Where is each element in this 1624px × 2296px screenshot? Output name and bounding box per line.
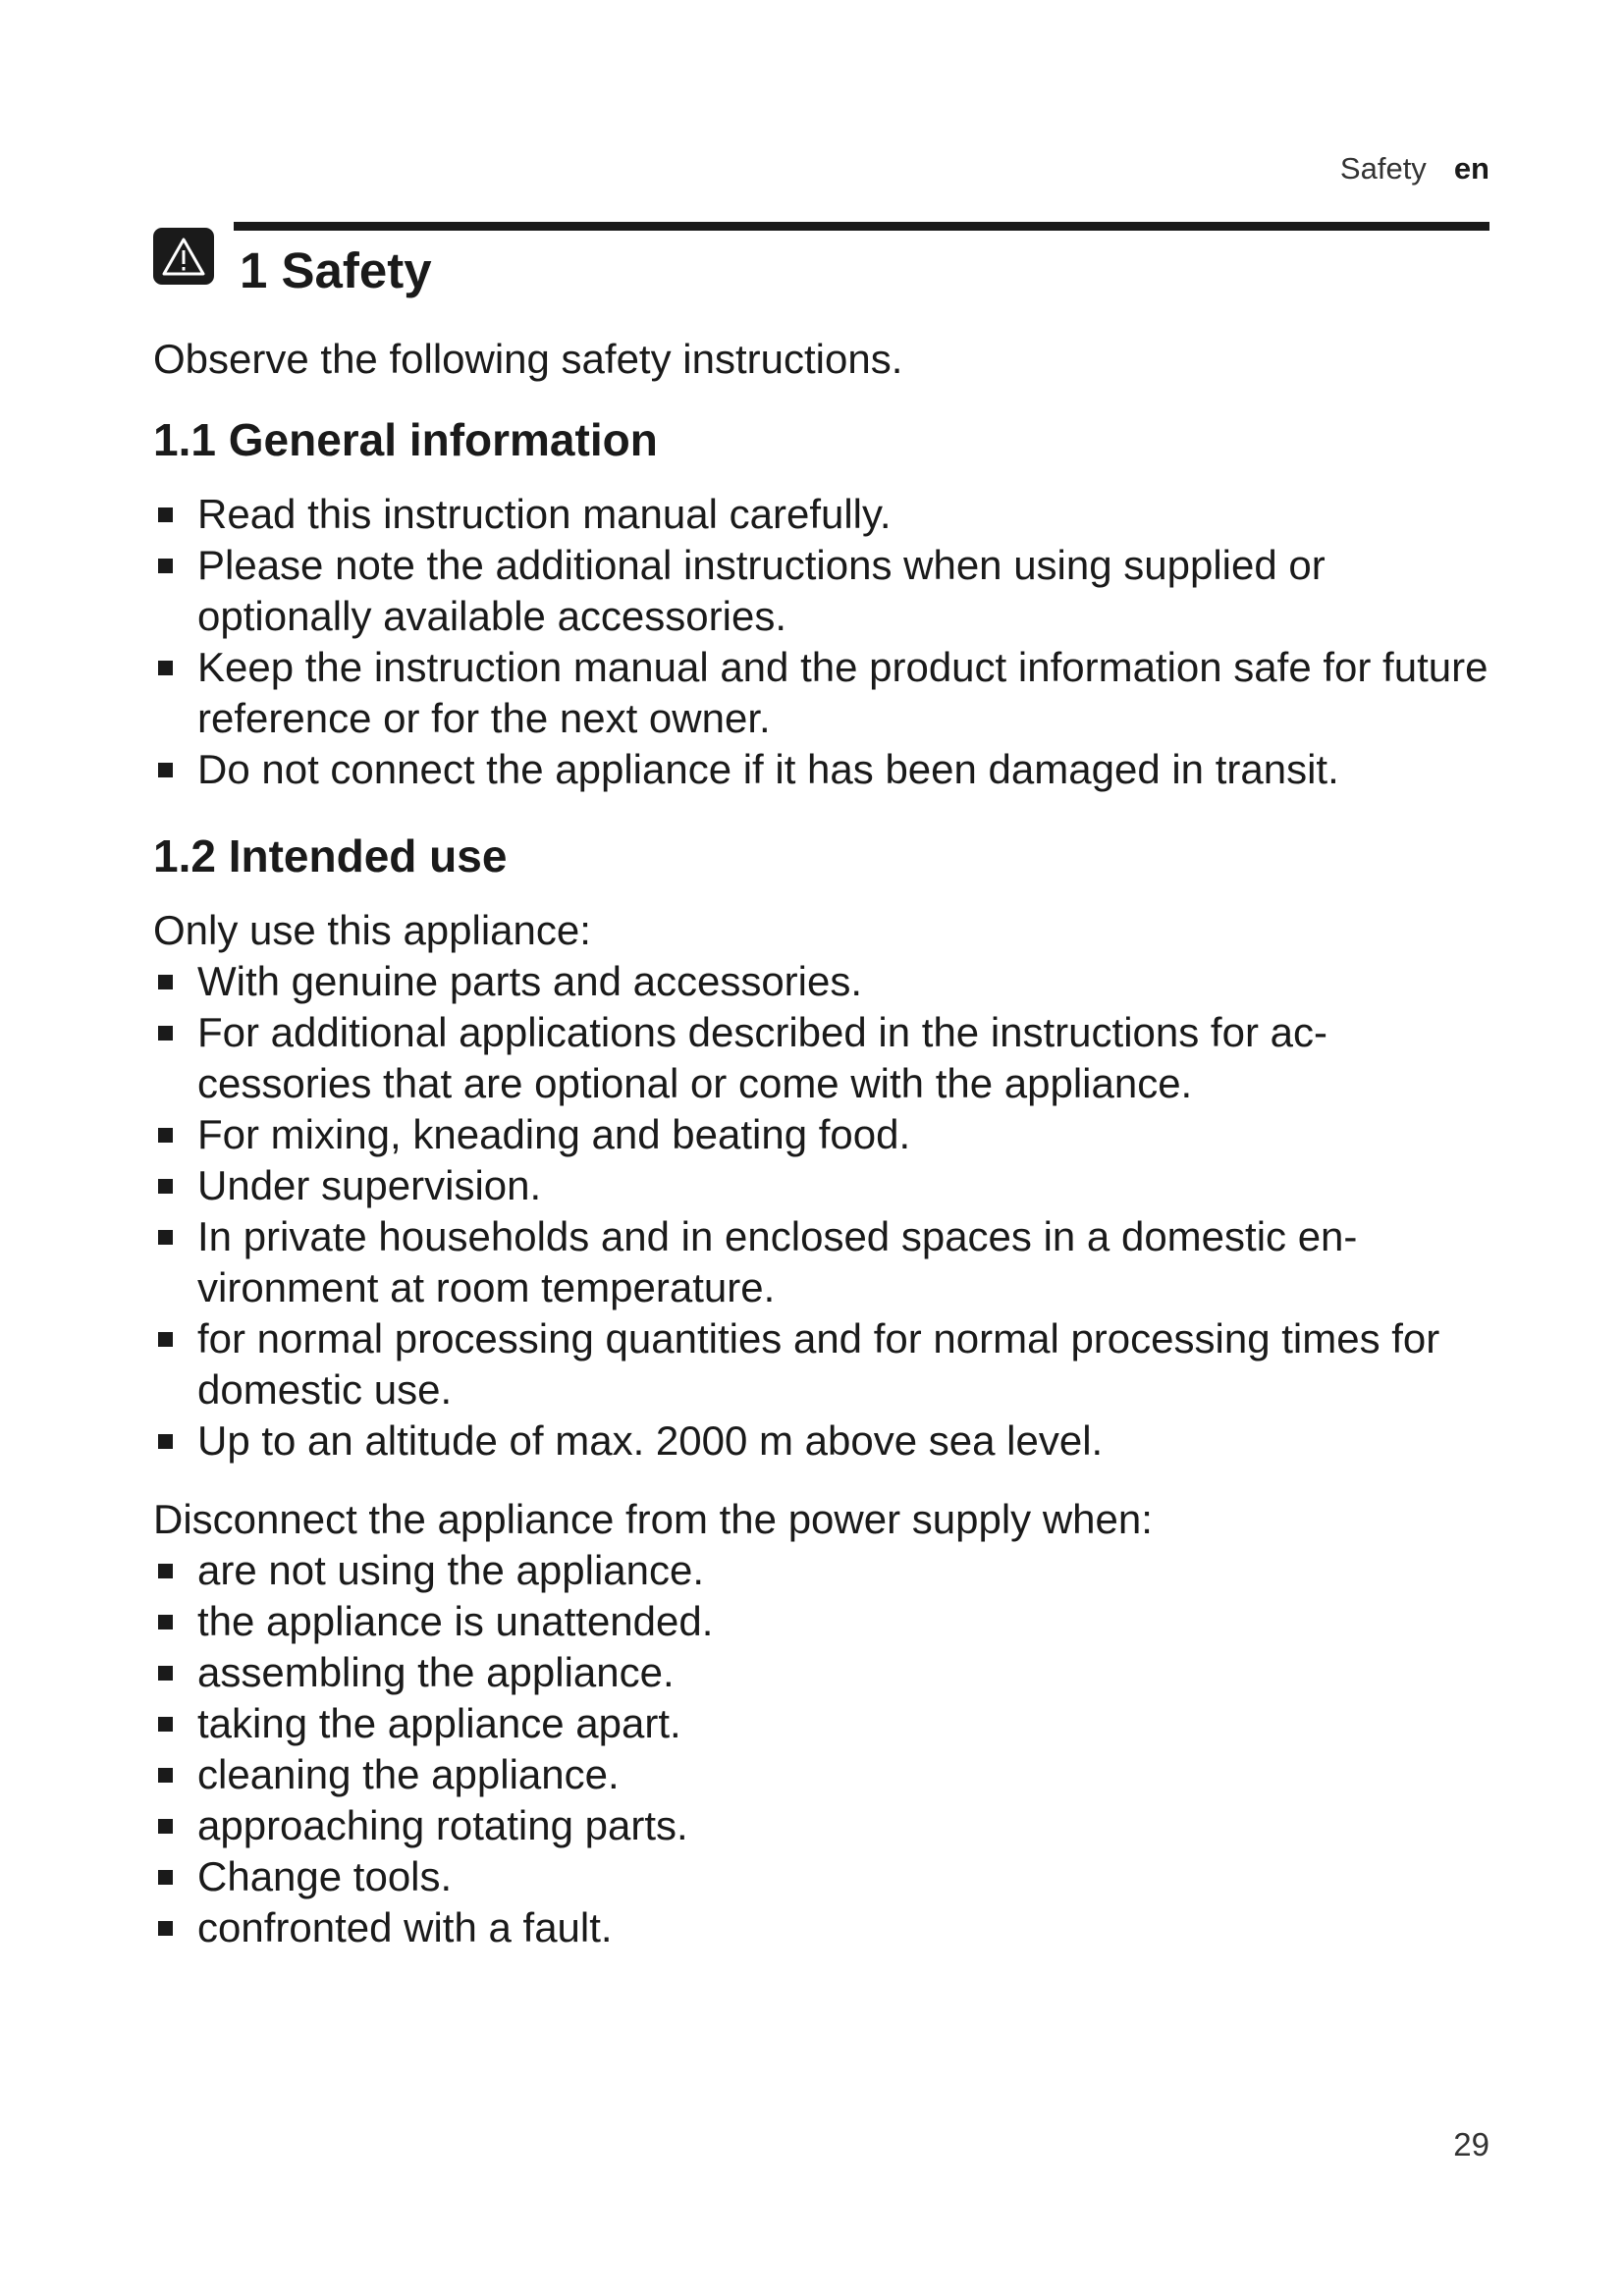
list-item: Do not connect the appliance if it has been damaged in transit. [153,744,1498,795]
section-heading-general: 1.1 General information [153,414,658,465]
intended-use-lead: Only use this appliance: [153,907,591,953]
bullet-square-icon [158,1230,173,1245]
bullet-square-icon [158,559,173,573]
running-head-section: Safety [1339,151,1427,186]
list-item: Please note the additional instructions when using supplied or optionally available accessories. [153,540,1498,642]
list-item: confronted with a fault. [153,1902,1498,1953]
bullet-square-icon [158,1564,173,1578]
list-item: Change tools. [153,1851,1498,1902]
chapter-title: 1 Safety [240,242,432,298]
bullet-square-icon [158,1768,173,1783]
general-list [153,489,1498,795]
intended-use-list [153,956,1498,1467]
list-item: Keep the instruction manual and the product information safe for future reference or for the next owner. [153,642,1498,744]
page-number: 29 [1453,2126,1489,2163]
running-head-language: en [1453,151,1489,186]
list-item: For additional applications described in the instructions for ac-cessories that are optional or come with the appliance. [153,1007,1498,1109]
bullet-square-icon [158,661,173,675]
list-item: Up to an altitude of max. 2000 m above sea level. [153,1415,1498,1467]
bullet-square-icon [158,1434,173,1449]
list-item: are not using the appliance. [153,1545,1498,1596]
bullet-square-icon [158,1870,173,1885]
bullet-square-icon [158,1615,173,1629]
list-item: Read this instruction manual carefully. [153,489,1498,540]
bullet-square-icon [158,1332,173,1347]
running-head [1340,151,1489,187]
bullet-square-icon [158,1666,173,1681]
disconnect-list [153,1545,1498,1953]
list-item: For mixing, kneading and beating food. [153,1109,1498,1160]
list-item: Under supervision. [153,1160,1498,1211]
page-content [153,334,1498,1953]
list-item: approaching rotating parts. [153,1800,1498,1851]
list-item: In private households and in enclosed spaces in a domestic en-vironment at room temperature. [153,1211,1498,1313]
bullet-square-icon [158,1179,173,1194]
bullet-square-icon [158,1128,173,1143]
chapter-rule [234,222,1489,231]
list-item: assembling the appliance. [153,1647,1498,1698]
bullet-square-icon [158,1819,173,1834]
list-item: the appliance is unattended. [153,1596,1498,1647]
list-item: for normal processing quantities and for normal processing times for domestic use. [153,1313,1498,1415]
list-item: cleaning the appliance. [153,1749,1498,1800]
list-item: With genuine parts and accessories. [153,956,1498,1007]
bullet-square-icon [158,1026,173,1041]
bullet-square-icon [158,975,173,989]
bullet-square-icon [158,1921,173,1936]
chapter-intro: Observe the following safety instructions. [153,336,903,382]
bullet-square-icon [158,763,173,777]
section-heading-intended-use: 1.2 Intended use [153,830,508,881]
bullet-square-icon [158,507,173,522]
bullet-square-icon [158,1717,173,1732]
disconnect-lead: Disconnect the appliance from the power supply when: [153,1496,1153,1542]
list-item: taking the appliance apart. [153,1698,1498,1749]
warning-triangle-icon [153,228,214,285]
